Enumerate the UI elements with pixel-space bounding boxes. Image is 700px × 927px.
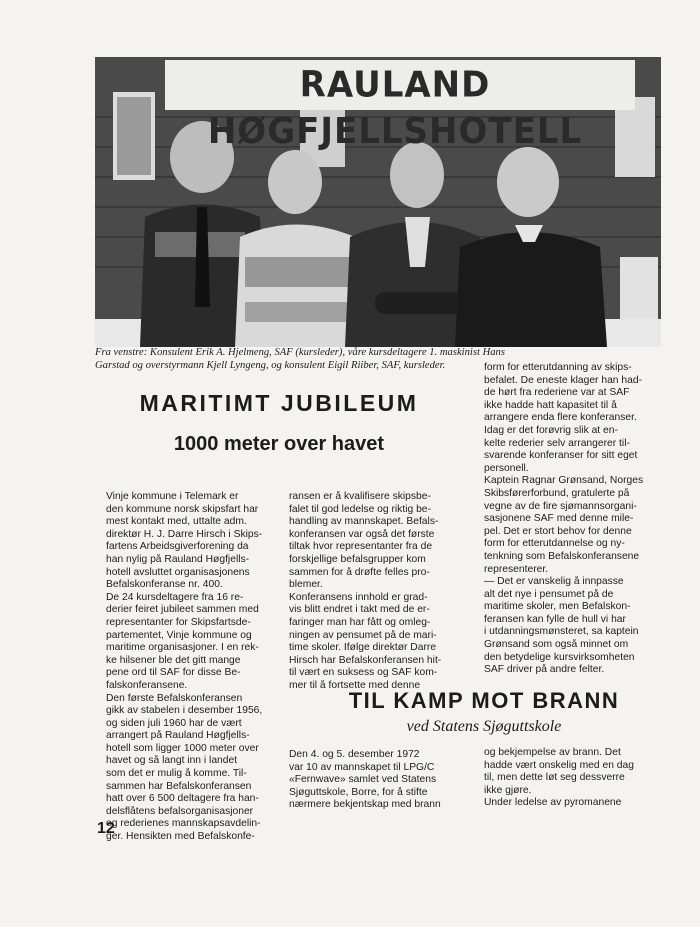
text-line: — Det er vanskelig å innpasse: [484, 576, 624, 588]
text-line: Grønsand som også minnet om: [484, 639, 629, 651]
text-line: var 10 av mannskapet til LPG/C: [289, 761, 435, 773]
text-line: Vinje kommune i Telemark er: [106, 491, 239, 502]
text-line: de hørt fra rederiene var at SAF: [484, 387, 630, 399]
text-line: derier feiret jubileet sammen med: [106, 604, 259, 616]
text-line: forskjellige befalsgrupper kom: [289, 553, 426, 565]
text-line: hatt over 6 500 deltagere fra han-: [106, 793, 259, 805]
text-line: Idag er det forøvrig slik at en-: [484, 424, 618, 436]
article2-column-2: [484, 747, 667, 810]
text-line: den kommune norsk skipsfart har: [106, 503, 259, 515]
caption-line: Fra venstre: Konsulent Erik A. Hjelmeng, SAF (kursleder), våre kursdeltagere 1. maskinist Hans: [95, 347, 505, 358]
text-line: fartens Arbeidsgiverforening da: [106, 541, 249, 553]
text-line: maritime organisasjoner. I en rek-: [106, 642, 259, 654]
text-line: svarende konferanser for sitt eget: [484, 450, 638, 462]
caption-line: Garstad og overstyrmann Kjell Lyngeng, og konsulent Eigil Riiber, SAF, kursleder.: [95, 360, 446, 371]
text-line: Sjøguttskole, Borre, for å stifte: [289, 786, 428, 798]
text-line: befalet. De eneste klager han had-: [484, 374, 642, 386]
text-line: Skibsførerforbund, gratulerte på: [484, 487, 630, 499]
text-line: nærmere bekjentskap med brann: [289, 799, 441, 811]
text-line: som det er mulig å komme. Til-: [106, 768, 247, 780]
text-line: De 24 kursdeltagere fra 16 re-: [106, 591, 244, 603]
text-line: alt det nye i pensumet på de: [484, 588, 614, 600]
text-line: Konferansens innhold er grad-: [289, 591, 428, 603]
text-line: maritime skoler, men Befalskon-: [484, 601, 631, 613]
text-line: havet og så langt inn i landet: [106, 755, 238, 767]
text-line: mer til å fortsette med denne: [289, 679, 421, 691]
text-line: representerer.: [484, 563, 549, 575]
text-line: falskonferansene.: [106, 679, 188, 691]
hotel-sign: RAULAND HØGFJELLSHOTELL: [207, 64, 583, 153]
text-line: hadde vært onskelig med en dag: [484, 759, 634, 771]
text-line: han nylig på Rauland Høgfjells-: [106, 553, 250, 565]
text-line: den betydelige kursvirksomheten: [484, 651, 635, 663]
text-line: Den 4. og 5. desember 1972: [289, 749, 420, 760]
text-line: SAF driver på andre felter.: [484, 664, 605, 676]
article2-subtitle: ved Statens Sjøguttskole: [406, 718, 562, 735]
text-line: sammen har Befalskonferansen: [106, 780, 252, 792]
text-line: faringer man har fått og omleg-: [289, 616, 431, 628]
text-line: ikke hadde hatt kapasitet til å: [484, 399, 617, 411]
text-line: hotell avsluttet organisasjonens: [106, 566, 250, 578]
text-line: og bekjempelse av brann. Det: [484, 747, 621, 758]
text-line: sasjonene SAF med denne mile-: [484, 513, 634, 525]
article2-title: TIL KAMP MOT BRANN: [348, 688, 620, 713]
text-line: hotell som ligger 1000 meter over: [106, 742, 259, 754]
text-line: Den første Befalskonferansen: [106, 692, 243, 704]
text-line: direktør H. J. Darre Hirsch i Skips-: [106, 528, 263, 540]
text-line: arrangere enda flere konferanser.: [484, 412, 637, 424]
text-line: form for etterutdanning av skips-: [484, 362, 632, 373]
text-line: feransen kan fylle de hull vi har: [484, 613, 626, 625]
text-line: partementet, Vinje kommune og: [106, 629, 252, 641]
page-number: 12: [97, 820, 115, 837]
article1-column-2: [289, 491, 469, 693]
text-line: pene ord til SAF for disse Be-: [106, 667, 241, 679]
article-photo: [95, 57, 661, 347]
text-line: og rederienes mannskapsavdelin-: [106, 818, 261, 830]
text-line: ke hilsener ble det gitt mange: [106, 654, 241, 666]
text-line: og siden juli 1960 har de vært: [106, 717, 242, 729]
text-line: til vært en suksess og SAF kom-: [289, 667, 438, 679]
text-line: vis blitt endret i takt med de er-: [289, 604, 430, 616]
text-line: blemer.: [289, 579, 323, 591]
article-subtitle: 1000 meter over havet: [173, 433, 385, 455]
text-line: Hirsch har Befalskonferansen hit-: [289, 654, 442, 666]
text-line: til, men dette løt seg dessverre: [484, 772, 625, 784]
text-line: falet til god ledelse og riktig be-: [289, 503, 431, 515]
text-line: tenkning som Befalskonferansene: [484, 550, 640, 562]
text-line: representanter for Skipsfartsde-: [106, 616, 251, 628]
text-line: gikk av stabelen i desember 1956,: [106, 705, 263, 717]
text-line: handling av mannskapet. Befals-: [289, 516, 439, 528]
text-line: «Fernwave» samlet ved Statens: [289, 774, 437, 786]
text-line: Befalskonferanse nr. 400.: [106, 579, 223, 591]
article1-column-1: [106, 491, 274, 844]
article-title: MARITIMT JUBILEUM: [139, 390, 419, 416]
text-line: kelte rederier selv arrangerer til-: [484, 437, 630, 449]
text-line: sammen for å drøfte felles pro-: [289, 566, 430, 578]
text-line: ger. Hensikten med Befalskonfe-: [106, 831, 255, 843]
text-line: time skoler. Ifølge direktør Darre: [289, 642, 437, 654]
text-line: ningen av pensumet på de mari-: [289, 629, 437, 641]
text-line: delsflåtens befalsorganisasjoner: [106, 805, 254, 817]
article2-column-1: [289, 749, 469, 812]
text-line: Kaptein Ragnar Grønsand, Norges: [484, 475, 644, 487]
text-line: arrangert på Rauland Høgfjells-: [106, 730, 250, 742]
text-line: ikke gjøre.: [484, 784, 532, 796]
text-line: ransen er å kvalifisere skipsbe-: [289, 491, 431, 502]
text-line: i utdanningsmønsteret, sa kaptein: [484, 626, 639, 638]
text-line: personell.: [484, 462, 529, 474]
text-line: form for etterutdannelse og ny-: [484, 538, 625, 550]
text-line: Under ledelse av pyromanene: [484, 797, 622, 809]
text-line: konferansen var også det første: [289, 528, 435, 540]
text-line: pel. Det er stort behov for denne: [484, 525, 632, 537]
text-line: mest kontakt med, uttalte adm.: [106, 516, 247, 528]
article1-column-3: [484, 362, 667, 677]
text-line: tiltak hvor representanter fra de: [289, 541, 433, 553]
text-line: vegne av de fire sjømannsorgani-: [484, 500, 637, 512]
